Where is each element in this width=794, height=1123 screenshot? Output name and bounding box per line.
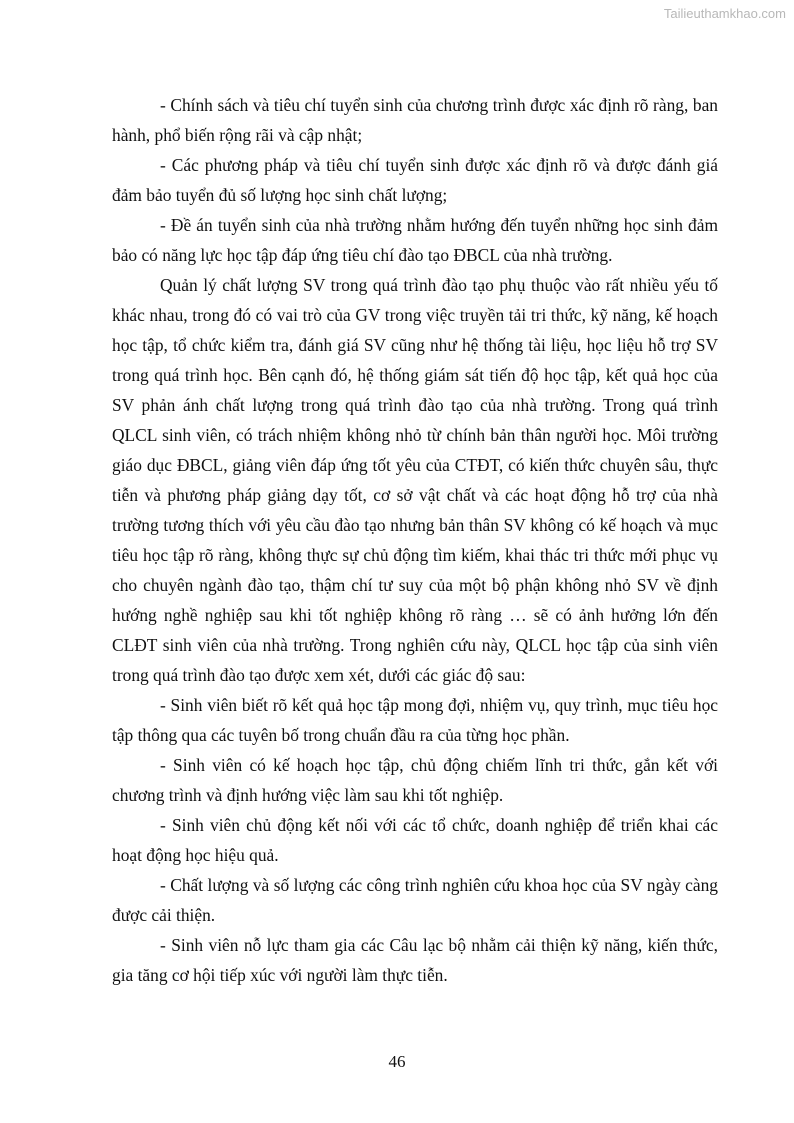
document-body <box>112 90 718 990</box>
paragraph-study-plan: - Sinh viên có kế hoạch học tập, chủ động chiếm lĩnh tri thức, gắn kết với chương trình và định hướng việc làm sau khi tốt nghiệp. <box>112 755 718 805</box>
paragraph-admission-policy: - Chính sách và tiêu chí tuyển sinh của chương trình được xác định rõ ràng, ban hành, phổ biến rộng rãi và cập nhật; <box>112 95 718 145</box>
page-number: 46 <box>388 1052 406 1071</box>
paragraph-business-connection: - Sinh viên chủ động kết nối với các tổ chức, doanh nghiệp để triển khai các hoạt động học hiệu quả. <box>112 815 718 865</box>
watermark: Tailieuthamkhao.com <box>663 6 786 21</box>
paragraph-admission-plan: - Đề án tuyển sinh của nhà trường nhằm hướng đến tuyển những học sinh đảm bảo có năng lực học tập đáp ứng tiêu chí đào tạo ĐBCL của nhà trường. <box>112 215 718 265</box>
paragraph-quality-management: Quản lý chất lượng SV trong quá trình đào tạo phụ thuộc vào rất nhiều yếu tố khác nhau, trong đó có vai trò của GV trong việc truyền tải tri thức, kỹ năng, kế hoạch học tập, tổ chức kiểm tra, đánh giá SV cũng như hệ thống tài liệu, học liệu hỗ trợ SV trong quá trình học. Bên cạnh đó, hệ thống giám sát tiến độ học tập, kết quả học của SV phản ánh chất lượng trong quá trình đào tạo của nhà trường. Trong quá trình QLCL sinh viên, có trách nhiệm không nhỏ từ chính bản thân người học. Môi trường giáo dục ĐBCL, giảng viên đáp ứng tốt yêu của CTĐT, có kiến thức chuyên sâu, thực tiễn và phương pháp giảng dạy tốt, cơ sở vật chất và các hoạt động hỗ trợ của nhà trường tương thích với yêu cầu đào tạo nhưng bản thân SV không có kế hoạch và mục tiêu học tập rõ ràng, không thực sự chủ động tìm kiếm, khai thác tri thức mới phục vụ cho chuyên ngành đào tạo, thậm chí tư suy của một bộ phận không nhỏ SV về định hướng nghề nghiệp sau khi tốt nghiệp không rõ ràng … sẽ có ảnh hưởng lớn đến CLĐT sinh viên của nhà trường. Trong nghiên cứu này, QLCL học tập của sinh viên trong quá trình đào tạo được xem xét, dưới các giác độ sau: <box>112 275 718 685</box>
paragraph-research-quality: - Chất lượng và số lượng các công trình nghiên cứu khoa học của SV ngày càng được cải thiện. <box>112 875 718 925</box>
paragraph-admission-methods: - Các phương pháp và tiêu chí tuyển sinh được xác định rõ và được đánh giá đảm bảo tuyển đủ số lượng học sinh chất lượng; <box>112 155 718 205</box>
paragraph-clubs: - Sinh viên nỗ lực tham gia các Câu lạc bộ nhằm cải thiện kỹ năng, kiến thức, gia tăng cơ hội tiếp xúc với người làm thực tiễn. <box>112 935 718 985</box>
paragraph-learning-outcomes: - Sinh viên biết rõ kết quả học tập mong đợi, nhiệm vụ, quy trình, mục tiêu học tập thông qua các tuyên bố trong chuẩn đầu ra của từng học phần. <box>112 695 718 745</box>
